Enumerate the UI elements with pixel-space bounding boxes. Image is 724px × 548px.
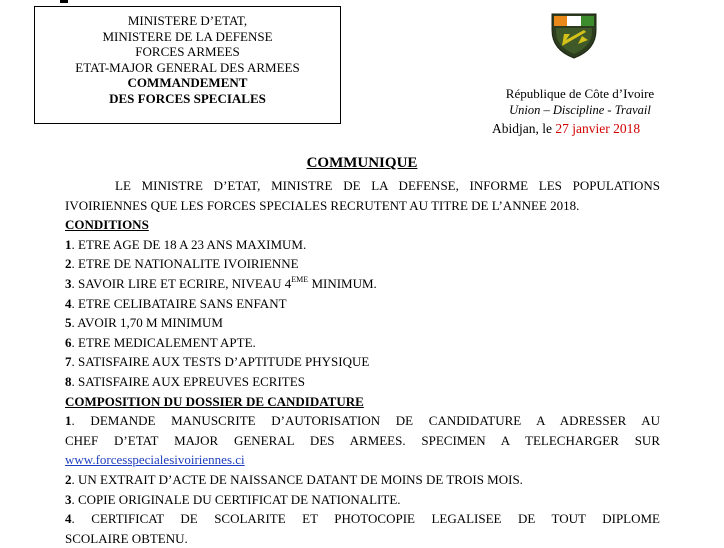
date-value: 27 janvier 2018 [555, 121, 641, 136]
item-text: . DEMANDE MANUSCRITE D’AUTORISATION DE CANDIDATURE A ADRESSER AU [71, 413, 660, 429]
national-motto: Union – Discipline - Travail [509, 103, 651, 117]
item-text: . UN EXTRAIT D’ACTE DE NAISSANCE DATANT DE MOINS DE TROIS MOIS. [71, 471, 523, 487]
item-number: 4 [65, 295, 72, 311]
item-text: . ETRE CELIBATAIRE SANS ENFANT [71, 295, 287, 311]
dossier-link-line [65, 450, 660, 470]
item-text: . SATISFAIRE AUX TESTS D’APTITUDE PHYSIQUE [71, 354, 370, 370]
item-number: 2 [65, 256, 72, 272]
ministry-line-special-forces: DES FORCES SPECIALES [109, 90, 266, 106]
dossier-item-continuation: CHEF D’ETAT MAJOR GENERAL DES ARMEES. SPECIMEN A TELECHARGER SUR [65, 432, 660, 448]
condition-item [65, 235, 660, 255]
ministry-header-box [34, 6, 341, 124]
ministry-line: FORCES ARMEES [135, 44, 240, 60]
ministry-line: MINISTERE D’ETAT, [127, 13, 248, 28]
dossier-item [65, 411, 660, 431]
dossier-item-continuation: SCOLAIRE OBTENU. [65, 530, 188, 546]
dossier-item [65, 470, 660, 490]
intro-line: LE MINISTRE D’ETAT, MINISTRE DE LA DEFENSE, INFORME LES POPULATIONS [115, 178, 660, 193]
item-number: 8 [65, 373, 72, 389]
recruitment-website-link[interactable]: www.forcesspecialesivoiriennes.ci [65, 452, 245, 468]
dossier-item [65, 490, 660, 510]
date-prefix: Abidjan, le [492, 121, 552, 136]
item-number: 2 [65, 471, 72, 487]
item-text: . COPIE ORIGINALE DU CERTIFICAT DE NATIONALITE. [71, 491, 401, 507]
item-number: 3 [65, 491, 72, 507]
republic-block [480, 85, 680, 119]
republic-name: République de Côte d’Ivoire [505, 86, 655, 101]
ministry-line-command: COMMANDEMENT [127, 75, 248, 91]
item-text: . ETRE AGE DE 18 A 23 ANS MAXIMUM. [71, 236, 307, 252]
item-text: . ETRE DE NATIONALITE IVOIRIENNE [71, 256, 299, 272]
item-number: 3 [65, 275, 72, 291]
condition-item [65, 254, 660, 274]
conditions-heading: CONDITIONS [65, 217, 149, 233]
condition-item [65, 352, 660, 372]
item-number: 4 [65, 511, 72, 527]
item-number: 5 [65, 315, 72, 331]
communique-title: COMMUNIQUE [306, 155, 418, 171]
condition-item [65, 274, 660, 294]
item-number: 6 [65, 334, 72, 350]
item-text: . ETRE MEDICALEMENT APTE. [71, 334, 256, 350]
dossier-item [65, 509, 660, 529]
intro-line: IVOIRIENNES QUE LES FORCES SPECIALES RECRUTENT AU TITRE DE L’ANNEE 2018. [65, 197, 580, 213]
item-number: 7 [65, 354, 72, 370]
item-text: . SATISFAIRE AUX EPREUVES ECRITES [71, 373, 305, 389]
condition-item [65, 333, 660, 353]
page-top-mark [60, 0, 68, 3]
item-text: . AVOIR 1,70 M MINIMUM [71, 315, 223, 331]
item-number: 1 [65, 236, 72, 252]
item-text: . CERTIFICAT DE SCOLARITE ET PHOTOCOPIE LEGALISEE DE TOUT DIPLOME [71, 511, 660, 527]
item-number: 1 [65, 413, 72, 429]
ministry-line: ETAT-MAJOR GENERAL DES ARMEES [75, 59, 300, 75]
dossier-heading: COMPOSITION DU DOSSIER DE CANDIDATURE [65, 393, 364, 409]
condition-item [65, 313, 660, 333]
special-forces-emblem-icon [548, 10, 600, 60]
communique-body [65, 176, 660, 548]
item-text: MINIMUM. [308, 275, 377, 291]
item-text: . SAVOIR LIRE ET ECRIRE, NIVEAU 4 [71, 275, 292, 291]
item-superscript: EME [291, 274, 309, 284]
date-line [492, 121, 640, 137]
condition-item [65, 372, 660, 392]
condition-item [65, 294, 660, 314]
ministry-line: MINISTERE DE LA DEFENSE [102, 28, 273, 44]
